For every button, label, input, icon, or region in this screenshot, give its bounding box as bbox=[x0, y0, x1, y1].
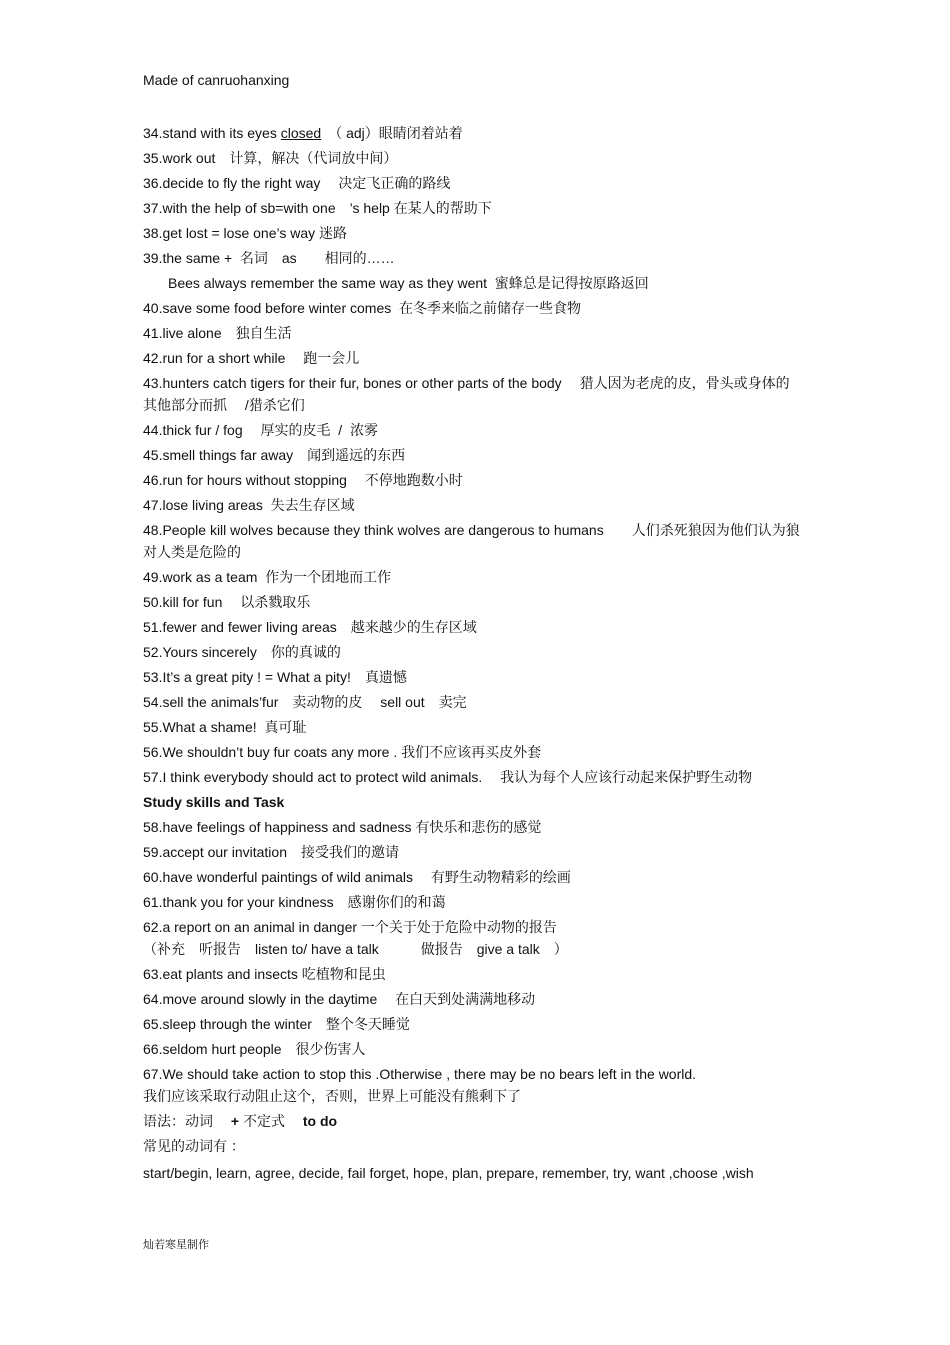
vocab-line-67-translation: 我们应该采取行动阻止这个，否则，世界上可能没有熊剩下了 bbox=[143, 1087, 521, 1104]
vocab-line-34: 34.stand with its eyes closed （ adj）眼睛闭着站着 bbox=[143, 124, 463, 141]
vocab-line-61: 61.thank you for your kindness 感谢你们的和蔼 bbox=[143, 893, 446, 910]
vocab-line-40: 40.save some food before winter comes 在冬季来临之前储存一些食物 bbox=[143, 299, 582, 316]
page-footer: 灿若寒星制作 bbox=[143, 1239, 209, 1251]
vocab-line-37: 37.with the help of sb=with one ’s help 在某人的帮助下 bbox=[143, 199, 492, 216]
vocab-line-62: 62.a report on an animal in danger 一个关于处于危险中动物的报告 bbox=[143, 918, 557, 935]
vocab-line-43: 43.hunters catch tigers for their fur, bones or other parts of the body 猎人因为老虎的皮，骨头或身体的其他部分而抓 /猎杀它们 bbox=[143, 374, 790, 413]
vocab-line-52: 52.Yours sincerely 你的真诚的 bbox=[143, 643, 341, 660]
vocab-line-60: 60.have wonderful paintings of wild animals 有野生动物精彩的绘画 bbox=[143, 868, 571, 885]
vocab-line-45: 45.smell things far away 闻到遥远的东西 bbox=[143, 446, 406, 463]
document-body bbox=[143, 120, 803, 1186]
page-header: Made of canruohanxing bbox=[143, 72, 290, 88]
vocab-line-66: 66.seldom hurt people 很少伤害人 bbox=[143, 1040, 366, 1057]
vocab-line-44: 44.thick fur / fog 厚实的皮毛 / 浓雾 bbox=[143, 421, 378, 438]
vocab-line-50: 50.kill for fun 以杀戮取乐 bbox=[143, 593, 311, 610]
vocab-line-38: 38.get lost = lose one’s way 迷路 bbox=[143, 224, 348, 241]
common-verbs-list: start/begin, learn, agree, decide, fail forget, hope, plan, prepare, remember, try, want ,choose ,wish bbox=[143, 1165, 754, 1181]
vocab-line-42: 42.run for a short while 跑一会儿 bbox=[143, 349, 360, 366]
vocab-line-56: 56.We shouldn’t buy fur coats any more . 我们不应该再买皮外套 bbox=[143, 743, 542, 760]
example-sentence: Bees always remember the same way as they went 蜜蜂总是记得按原路返回 bbox=[168, 274, 649, 291]
supplement-note: （补充 听报告 listen to/ have a talk 做报告 give a talk ） bbox=[143, 940, 568, 957]
vocab-line-57: 57.I think everybody should act to protect wild animals. 我认为每个人应该行动起来保护野生动物 bbox=[143, 768, 753, 785]
vocab-line-51: 51.fewer and fewer living areas 越来越少的生存区域 bbox=[143, 618, 477, 635]
vocab-line-48: 48.People kill wolves because they think wolves are dangerous to humans 人们杀死狼因为他们认为狼对人类是危险的 bbox=[143, 521, 800, 560]
common-verbs-label: 常见的动词有 ： bbox=[143, 1137, 245, 1154]
vocab-line-49: 49.work as a team 作为一个团地而工作 bbox=[143, 568, 392, 585]
grammar-heading: 语法：动词 + 不定式 to do bbox=[143, 1112, 338, 1129]
vocab-line-35: 35.work out 计算，解决（代词放中间） bbox=[143, 149, 398, 166]
vocab-line-64: 64.move around slowly in the daytime 在白天到处满满地移动 bbox=[143, 990, 536, 1007]
vocab-line-36: 36.decide to fly the right way 决定飞正确的路线 bbox=[143, 174, 451, 191]
vocab-line-53: 53.It’s a great pity ! = What a pity! 真遗憾 bbox=[143, 668, 407, 685]
vocab-line-39: 39.the same + 名词 as 相同的…… bbox=[143, 249, 395, 266]
vocab-line-41: 41.live alone 独自生活 bbox=[143, 324, 292, 341]
vocab-line-54: 54.sell the animals’fur 卖动物的皮 sell out 卖完 bbox=[143, 693, 467, 710]
vocab-line-67: 67.We should take action to stop this .Otherwise , there may be no bears left in the world. bbox=[143, 1065, 697, 1082]
vocab-line-47: 47.lose living areas 失去生存区域 bbox=[143, 496, 355, 513]
underlined-word: closed bbox=[280, 124, 322, 141]
vocab-line-46: 46.run for hours without stopping 不停地跑数小时 bbox=[143, 471, 463, 488]
vocab-line-63: 63.eat plants and insects 吃植物和昆虫 bbox=[143, 965, 386, 982]
vocab-line-65: 65.sleep through the winter 整个冬天睡觉 bbox=[143, 1015, 410, 1032]
section-heading: Study skills and Task bbox=[143, 793, 285, 810]
vocab-line-59: 59.accept our invitation 接受我们的邀请 bbox=[143, 843, 399, 860]
vocab-line-58: 58.have feelings of happiness and sadness 有快乐和悲伤的感觉 bbox=[143, 818, 542, 835]
vocab-line-55: 55.What a shame! 真可耻 bbox=[143, 718, 307, 735]
